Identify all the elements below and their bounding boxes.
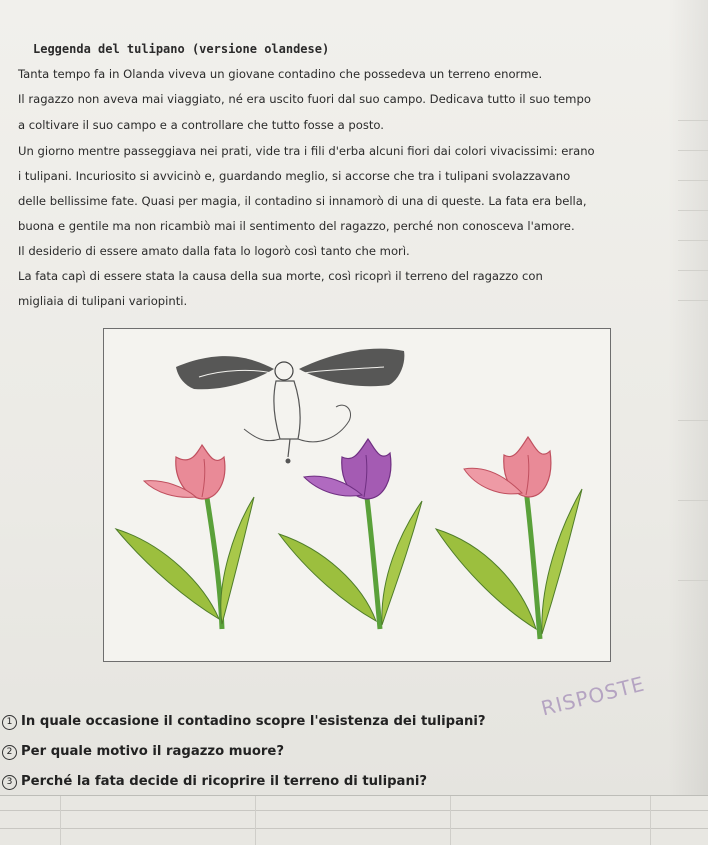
story-line: Tanta tempo fa in Olanda viveva un giovane contadino che possedeva un terreno enorme. — [18, 67, 543, 81]
story-line: a coltivare il suo campo e a controllare che tutto fosse a posto. — [18, 118, 384, 132]
question-text: Per quale motivo il ragazzo muore? — [21, 744, 285, 759]
tulip-left — [116, 445, 254, 629]
story-line: i tulipani. Incuriosito si avvicinò e, guardando meglio, si accorse che tra i tulipani svolazzavano — [18, 169, 571, 183]
question-number: 3 — [2, 775, 17, 790]
handwritten-note: RISPOSTE — [538, 671, 648, 721]
question-text: In quale occasione il contadino scopre l'esistenza dei tulipani? — [21, 714, 486, 729]
story-line: Il ragazzo non aveva mai viaggiato, né era uscito fuori dal suo campo. Dedicava tutto il suo tempo — [18, 92, 591, 106]
story-line: migliaia di tulipani variopinti. — [18, 294, 188, 308]
question-3 — [2, 774, 427, 790]
page-fold-shadow — [668, 0, 708, 845]
tulip-drawing — [104, 329, 609, 660]
question-text: Perché la fata decide di ricoprire il terreno di tulipani? — [21, 774, 427, 789]
tulip-illustration — [103, 328, 611, 662]
story-line: delle bellissime fate. Quasi per magia, il contadino si innamorò di una di queste. La fata era bella, — [18, 194, 587, 208]
answer-lines — [0, 795, 708, 845]
question-number: 1 — [2, 715, 17, 730]
story-line: Il desiderio di essere amato dalla fata lo logorò così tanto che morì. — [18, 244, 410, 258]
story-line: buona e gentile ma non ricambiò mai il sentimento del ragazzo, perché non conosceva l'amore. — [18, 219, 575, 233]
story-line: Un giorno mentre passeggiava nei prati, vide tra i fili d'erba alcuni fiori dai colori vivacissimi: erano — [18, 144, 595, 158]
question-1 — [2, 714, 486, 730]
story-line: La fata capì di essere stata la causa della sua morte, così ricoprì il terreno del ragazzo con — [18, 269, 543, 283]
tulip-right — [436, 437, 582, 639]
question-number: 2 — [2, 745, 17, 760]
story-title: Leggenda del tulipano (versione olandese) — [33, 42, 330, 56]
tulip-middle — [279, 439, 422, 629]
question-2 — [2, 744, 284, 760]
